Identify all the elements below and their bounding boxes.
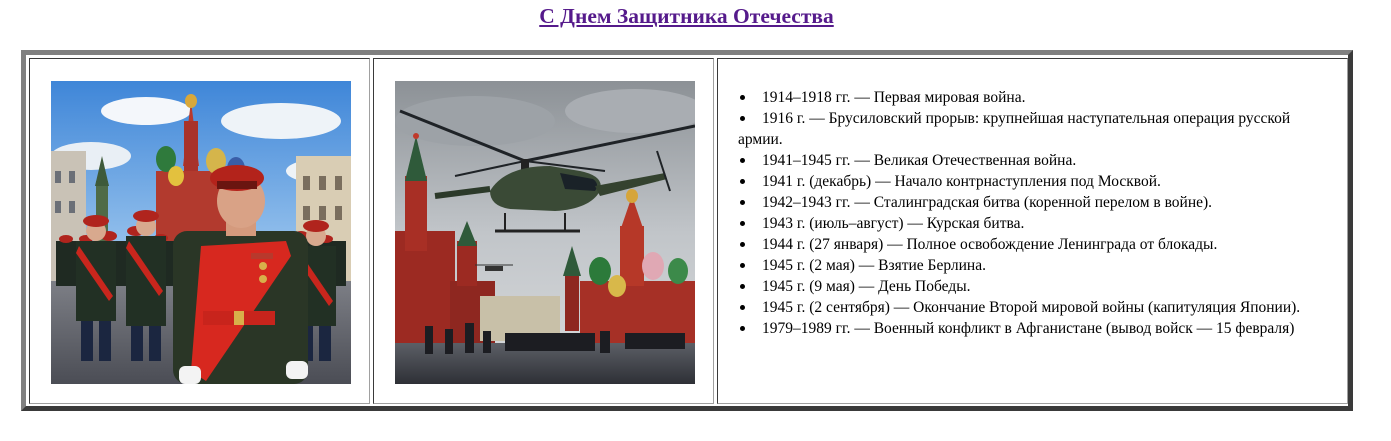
bullet-icon — [740, 263, 745, 268]
event-text: 1941–1945 гг. — Великая Отечественная война. — [762, 152, 1077, 169]
list-item — [738, 108, 1338, 150]
list-item — [738, 255, 1338, 276]
event-text: 1945 г. (2 мая) — Взятие Берлина. — [762, 257, 986, 274]
event-text: 1945 г. (9 мая) — День Победы. — [762, 278, 971, 295]
bullet-icon — [740, 179, 745, 184]
event-text: 1945 г. (2 сентября) — Окончание Второй мировой войны (капитуляция Японии). — [762, 299, 1301, 316]
list-item — [738, 87, 1338, 108]
list-item — [738, 276, 1338, 297]
page-header — [0, 4, 1373, 29]
soldiers-red-square-photo — [51, 81, 351, 384]
list-item — [738, 192, 1338, 213]
bullet-icon — [740, 242, 745, 247]
helicopter-kremlin-photo — [395, 81, 695, 384]
list-item — [738, 150, 1338, 171]
list-item — [738, 171, 1338, 192]
table-cell-helicopter — [373, 58, 714, 404]
table-cell-events — [717, 58, 1348, 404]
content-table — [21, 50, 1353, 411]
list-item — [738, 297, 1338, 318]
bullet-icon — [740, 284, 745, 289]
event-text: 1942–1943 гг. — Сталинградская битва (коренной перелом в войне). — [762, 194, 1213, 211]
list-item — [738, 213, 1338, 234]
bullet-icon — [740, 95, 745, 100]
bullet-icon — [740, 116, 745, 121]
table-cell-soldiers — [29, 58, 370, 404]
event-text: 1944 г. (27 января) — Полное освобождение Ленинграда от блокады. — [762, 236, 1218, 253]
bullet-icon — [740, 221, 745, 226]
event-text: 1979–1989 гг. — Военный конфликт в Афганистане (вывод войск — 15 февраля) — [762, 320, 1295, 337]
bullet-icon — [740, 305, 745, 310]
events-list — [738, 87, 1338, 339]
event-text: 1941 г. (декабрь) — Начало контрнаступления под Москвой. — [762, 173, 1161, 190]
list-item — [738, 234, 1338, 255]
bullet-icon — [740, 158, 745, 163]
event-text: 1914–1918 гг. — Первая мировая война. — [762, 89, 1026, 106]
bullet-icon — [740, 326, 745, 331]
page-title-link[interactable]: С Днем Защитника Отечества — [539, 4, 834, 28]
event-text: 1943 г. (июль–август) — Курская битва. — [762, 215, 1025, 232]
event-text: 1916 г. — Брусиловский прорыв: крупнейшая наступательная операция русской армии. — [738, 110, 1291, 148]
bullet-icon — [740, 200, 745, 205]
list-item — [738, 318, 1338, 339]
